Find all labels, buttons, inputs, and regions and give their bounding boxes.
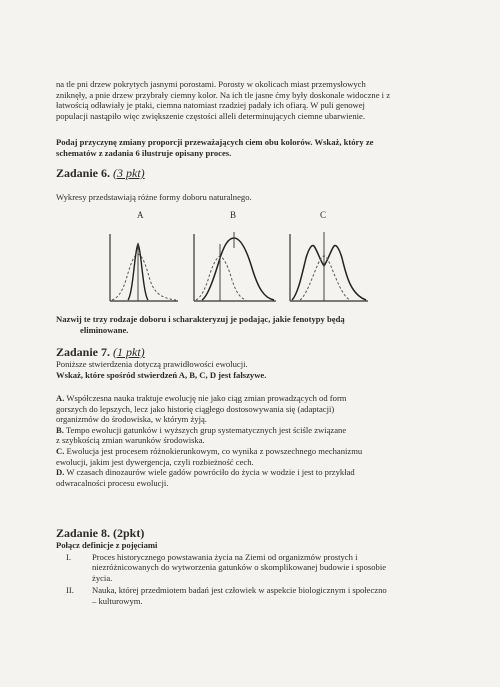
graph-c [290, 210, 368, 301]
task-6-heading [56, 167, 451, 180]
statement-line: ewolucji, jakim jest dywergencja, czyli rozbieżność cech. [56, 456, 254, 467]
graph-label-c: C [320, 210, 327, 220]
task-points: (2pkt) [113, 526, 145, 540]
statement-letter: B. [56, 424, 64, 435]
task-title: Zadanie 6. [56, 166, 111, 180]
graph-label-b: B [230, 210, 237, 220]
statement-line: D. W czasach dinozaurów wiele gadów powróciło do życia w wodzie i jest to przykład [56, 467, 355, 478]
definition-item: II. Nauka, której przedmiotem badań jest człowiek w aspekcie biologicznym i społeczno – kulturowym. [56, 585, 451, 606]
statement-letter: C. [56, 445, 65, 456]
question-5 [56, 137, 451, 158]
task-6-question [56, 314, 451, 335]
task-title: Zadanie 8. [56, 526, 111, 540]
statement-line: A. Współczesna nauka traktuje ewolucję nie jako ciąg zmian prowadzących od form [56, 393, 347, 403]
statement-line: gorszych do lepszych, lecz jako historię ciągłego dostosowywania się (adaptacji) [56, 403, 335, 414]
definition-item: I. Proces historycznego powstawania życia na Ziemi od organizmów prostych i niezróżnicowanych do wytworzenia gatunków o skomplikowanej budowie i sposobie życia. [56, 552, 451, 583]
statement-line: organizmów do środowiska, w którym żyją. [56, 414, 207, 425]
statement-letter: D. [56, 467, 65, 478]
selected-distribution-curve [292, 246, 366, 301]
statement-letter: A. [56, 393, 65, 403]
intro-paragraph [56, 79, 451, 121]
question-line: eliminowane. [80, 324, 129, 335]
task-8-instruction: Połącz definicje z pojęciami [56, 540, 158, 550]
intro-line: na tle pni drzew pokrytych jasnymi porostami. Porosty w okolicach miast przemysłowych [56, 79, 366, 89]
original-distribution-curve [196, 256, 246, 300]
graph-b [194, 210, 276, 301]
task-points: (3 pkt) [113, 166, 145, 180]
intro-line: zniknęły, a pnie drzew przybrały ciemny kolor. Na ich tle jasne ćmy były doskonale widoczne i z [56, 89, 391, 100]
statement-line: odwracalności procesu ewolucji. [56, 477, 169, 488]
statement-line: B. Tempo ewolucji gatunków i wyższych grup systematycznych jest ściśle związane [56, 424, 347, 435]
task-7-statements [56, 393, 451, 488]
task-8-heading [56, 527, 451, 540]
question-line: Podaj przyczynę zmiany proporcji przeważających ciem obu kolorów. Wskaż, który ze [56, 137, 374, 147]
selected-distribution-curve [202, 238, 274, 300]
statement-line: C. Ewolucja jest procesem różnokierunkowym, co wynika z powszechnego mechanizmu [56, 445, 363, 456]
task-8-definitions [56, 552, 451, 606]
task-7-heading [56, 346, 451, 359]
definition-number: I. [66, 552, 72, 562]
task-title: Zadanie 7. [56, 345, 111, 359]
intro-line: łatwością odławiały je ptaki, ciemna natomiast rzadziej padały ich ofiarą. W puli genowej [56, 100, 365, 111]
question-line: Nazwij te trzy rodzaje doboru i scharakteryzuj je podając, jakie fenotypy będą [56, 314, 345, 324]
graph-label-a: A [137, 210, 144, 220]
original-distribution-curve [112, 254, 176, 300]
definition-number: II. [66, 585, 74, 596]
task-7-intro: Poniższe stwierdzenia dotyczą prawidłowości ewolucji. [56, 359, 248, 369]
statement-line: z szybkością zmian warunków środowiska. [56, 435, 205, 446]
selection-graphs [100, 208, 390, 316]
task-7-instruction: Wskaż, które spośród stwierdzeń A, B, C, D jest fałszywe. [56, 370, 267, 380]
task-6-intro: Wykresy przedstawiają różne formy doboru naturalnego. [56, 192, 252, 202]
task-points: (1 pkt) [113, 345, 145, 359]
intro-line: populacji nastąpiło więc zwiększenie częstości alleli determinujących ciemne ubarwienie. [56, 110, 366, 121]
question-line: schematów z zadania 6 ilustruje opisany proces. [56, 147, 232, 158]
graph-a [110, 210, 178, 301]
